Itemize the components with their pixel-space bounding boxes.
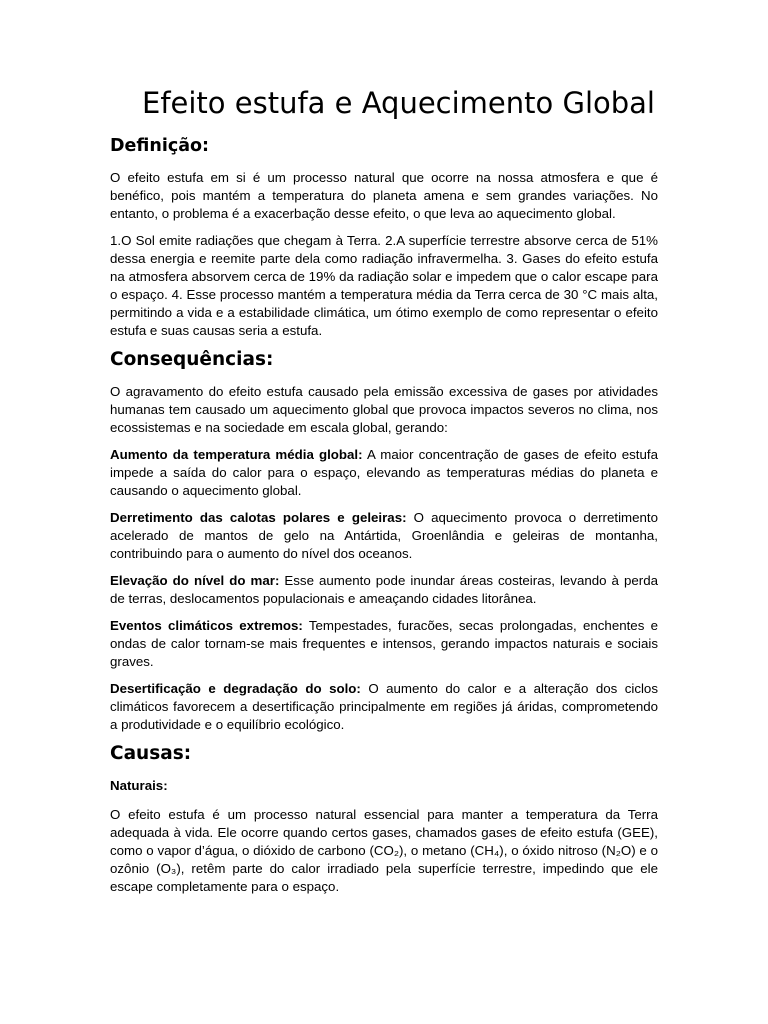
natural-causes-subheading: Naturais: xyxy=(110,778,168,793)
consequence-term: Eventos climáticos extremos: xyxy=(110,618,303,633)
definition-paragraph-2: 1.O Sol emite radiações que chegam à Terra. 2.A superfície terrestre absorve cerca de 51% dessa energia e reemite parte dela como radiação infravermelha. 3. Gases do efeito estufa na atmosfera absorvem cerca de 19% da radiação solar e impedem que o calor escape para o espaço. 4. Esse processo mantém a temperatura média da Terra cerca de 30 °C mais alta, permitindo a vida e a estabilidade climática, um ótimo exemplo de como representar o efeito estufa e suas causas seria a estufa. xyxy=(110,233,658,338)
consequence-term: Elevação do nível do mar: xyxy=(110,573,280,588)
consequences-heading: Consequências: xyxy=(110,349,274,370)
consequence-term: Desertificação e degradação do solo: xyxy=(110,681,361,696)
causes-heading: Causas: xyxy=(110,743,192,764)
document-page xyxy=(110,84,658,905)
natural-causes-paragraph: O efeito estufa é um processo natural essencial para manter a temperatura da Terra adequada à vida. Ele ocorre quando certos gases, chamados gases de efeito estufa (GEE), como o vapor d’água, o dióxido de carbono (CO₂), o metano (CH₄), o óxido nitroso (N₂O) e o ozônio (O₃), retêm parte do calor irradiado pela superfície terrestre, impedindo que ele escape completamente para o espaço. xyxy=(110,807,658,894)
definition-paragraph-1: O efeito estufa em si é um processo natural que ocorre na nossa atmosfera e que é benéfico, pois mantém a temperatura do planeta amena e sem grandes variações. No entanto, o problema é a exacerbação desse efeito, o que leva ao aquecimento global. xyxy=(110,170,658,221)
consequence-item xyxy=(110,446,658,500)
consequences-intro: O agravamento do efeito estufa causado pela emissão excessiva de gases por atividades humanas tem causado um aquecimento global que provoca impactos severos no clima, nos ecossistemas e na sociedade em escala global, gerando: xyxy=(110,384,658,435)
definition-heading: Definição: xyxy=(110,136,210,156)
consequence-text: O aquecimento provoca o derretimento acelerado de mantos de gelo na Antártida, Groenlândia e geleiras de montanha, contribuindo para o aumento do nível dos oceanos. xyxy=(110,510,658,561)
consequence-text: Esse aumento pode inundar áreas costeiras, levando à perda de terras, deslocamentos populacionais e ameaçando cidades litorânea. xyxy=(110,573,658,606)
consequence-item xyxy=(110,572,658,608)
consequence-text: Tempestades, furacões, secas prolongadas, enchentes e ondas de calor tornam-se mais frequentes e intensos, gerando impactos naturais e sociais graves. xyxy=(110,618,658,669)
document-title: Efeito estufa e Aquecimento Global xyxy=(142,86,655,120)
consequence-text: O aumento do calor e a alteração dos ciclos climáticos favorecem a desertificação principalmente em regiões já áridas, comprometendo a produtividade e o equilíbrio ecológico. xyxy=(110,681,658,732)
consequence-item xyxy=(110,680,658,734)
consequence-item xyxy=(110,509,658,563)
consequence-item xyxy=(110,617,658,671)
consequence-term: Aumento da temperatura média global: xyxy=(110,447,363,462)
consequence-text: A maior concentração de gases de efeito estufa impede a saída do calor para o espaço, elevando as temperaturas médias do planeta e causando o aquecimento global. xyxy=(110,447,658,498)
consequence-term: Derretimento das calotas polares e geleiras: xyxy=(110,510,407,525)
